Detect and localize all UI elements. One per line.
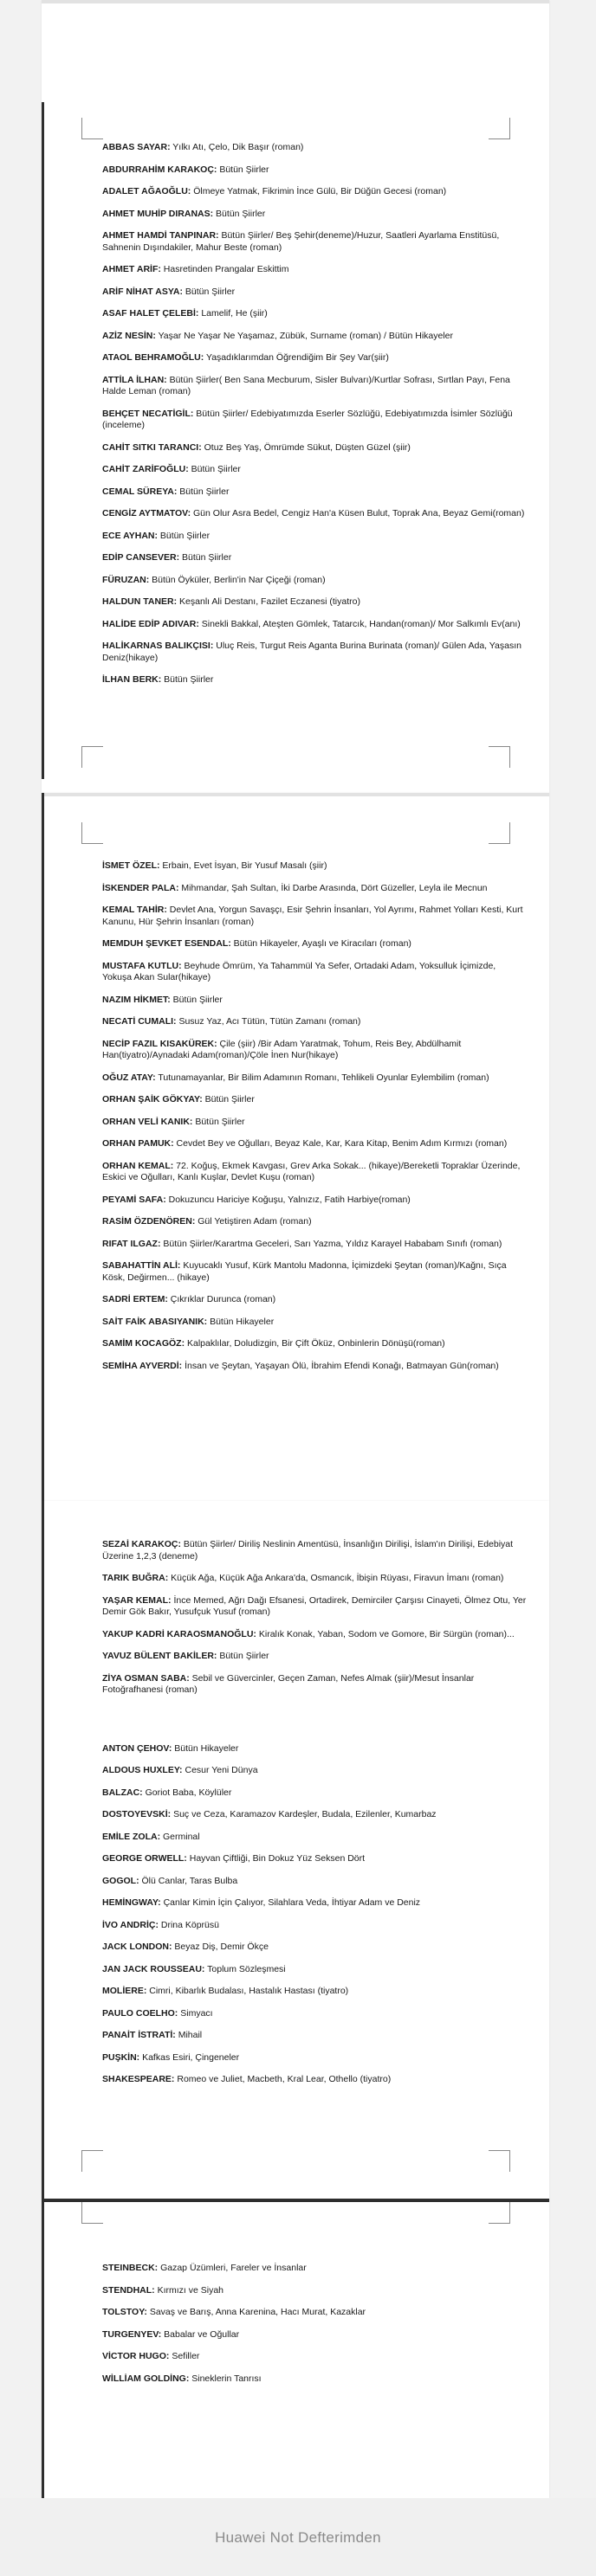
author-works: Keşanlı Ali Destanı, Fazilet Eczanesi (tiyatro): [177, 596, 360, 607]
document-page-3: [42, 1501, 549, 2202]
author-works: Tutunamayanlar, Bir Bilim Adamının Romanı, Tehlikeli Oyunlar Eylembilim (roman): [155, 1072, 489, 1083]
author-name: CAHİT ZARİFOĞLU:: [102, 464, 189, 474]
author-entry: [102, 1651, 527, 1663]
author-works: Bütün Hikayeler: [207, 1316, 275, 1327]
author-works: Romeo ve Juliet, Macbeth, Kral Lear, Othello (tiyatro): [174, 2074, 392, 2084]
author-name: TURGENYEV:: [102, 2328, 162, 2340]
entry-list: [102, 860, 527, 1382]
author-entry: [102, 1039, 527, 1062]
author-entry: [102, 1920, 527, 1932]
author-name: İLHAN BERK:: [102, 674, 162, 685]
crop-mark-top-left: [81, 822, 103, 844]
author-works: Bütün Şiirler: [192, 1116, 245, 1127]
author-works: Bütün Hikayeler: [172, 1742, 239, 1754]
author-works: Çıkrıklar Durunca (roman): [167, 1294, 276, 1304]
author-name: SHAKESPEARE:: [102, 2074, 175, 2084]
author-works: Kırmızı ve Siyah: [154, 2284, 224, 2296]
author-entry: [102, 1016, 527, 1028]
author-works: Kalpaklılar, Doludizgin, Bir Çift Öküz, Onbinlerin Dönüşü(roman): [185, 1338, 445, 1349]
author-works: Bütün Şiirler: [202, 1094, 255, 1104]
author-entry: [102, 531, 527, 543]
author-name: CAHİT SITKI TARANCI:: [102, 441, 202, 453]
footer-label: Huawei Not Defterimden: [215, 2529, 381, 2546]
crop-mark-bottom-left: [81, 746, 103, 768]
author-works: Yılkı Atı, Çelo, Dik Başır (roman): [170, 142, 304, 152]
document-page-1: [42, 0, 549, 793]
author-works: Bütün Şiirler/Karartma Geceleri, Sarı Yazma, Yıldız Karayel Hababam Sınıfı (roman): [160, 1238, 502, 1249]
crop-mark-top-right: [489, 2202, 510, 2224]
author-entry: [102, 1765, 527, 1777]
author-name: NAZIM HİKMET:: [102, 994, 171, 1005]
entry-list: [102, 2263, 527, 2395]
author-works: Susuz Yaz, Acı Tütün, Tütün Zamanı (roman): [176, 1016, 361, 1027]
author-name: ORHAN VELİ KANIK:: [102, 1116, 193, 1127]
author-name: MEMDUH ŞEVKET ESENDAL:: [102, 938, 231, 949]
author-name: GEORGE ORWELL:: [102, 1853, 187, 1864]
crop-mark-bottom-right: [489, 2150, 510, 2172]
author-works: Bütün Şiirler/ Edebiyatımızda Eserler Sözlüğü, Edebiyatımızda İsimler Sözlüğü (inceleme): [102, 408, 513, 430]
author-name: SAİT FAİK ABASIYANIK:: [102, 1316, 208, 1327]
author-name: RASİM ÖZDENÖREN:: [102, 1216, 196, 1227]
author-name: AZİZ NESİN:: [102, 330, 156, 341]
author-works: Simyacı: [178, 2007, 213, 2019]
author-name: KEMAL TAHİR:: [102, 905, 167, 915]
author-works: Bütün Şiirler: [177, 486, 230, 497]
author-entry: [102, 2052, 527, 2064]
author-name: HALDUN TANER:: [102, 596, 178, 607]
author-entry: [102, 961, 527, 984]
author-entry: [102, 1260, 527, 1284]
author-works: Bütün Şiirler: [188, 464, 241, 474]
author-entry: [102, 2285, 527, 2297]
author-entry: [102, 1629, 527, 1641]
author-name: SADRİ ERTEM:: [102, 1294, 168, 1304]
author-name: STEINBECK:: [102, 2263, 159, 2273]
author-entry: [102, 1743, 527, 1755]
author-entry: [102, 1573, 527, 1585]
author-works: Çile (şiir) /Bir Adam Yaratmak, Tohum, Reis Bey, Abdülhamit Han(tiyatro)/Aynadaki Adam(roman)/Çöle İnen Nur(hikaye): [102, 1038, 462, 1060]
author-works: Uluç Reis, Turgut Reis Aganta Burina Burinata (roman)/ Gülen Ada, Yaşasın Deniz(hikaye): [102, 641, 522, 663]
author-entry: [102, 1787, 527, 1800]
author-works: Bütün Şiirler: [217, 1651, 269, 1661]
author-name: ASAF HALET ÇELEBİ:: [102, 308, 199, 319]
author-entry: [102, 264, 527, 276]
author-works: Gün Olur Asra Bedel, Cengiz Han'a Küsen Bulut, Toprak Ana, Beyaz Gemi(roman): [191, 508, 525, 518]
author-works: Yaşar Ne Yaşar Ne Yaşamaz, Zübük, Surname (roman) / Bütün Hikayeler: [155, 330, 453, 341]
author-works: Çanlar Kimin İçin Çalıyor, Silahlara Veda, İhtiyar Adam ve Deniz: [160, 1897, 421, 1908]
author-entry: [102, 2030, 527, 2042]
author-entry: [102, 186, 527, 198]
author-name: DOSTOYEVSKİ:: [102, 1809, 172, 1819]
author-works: Toplum Sözleşmesi: [204, 1963, 286, 1974]
author-entry: [102, 619, 527, 631]
author-works: 72. Koğuş, Ekmek Kavgası, Grev Arka Sokak... (hikaye)/Bereketli Topraklar Üzerinde, Eskici ve Oğulları, Kanlı Kuşlar, Devlet Kuşu (roman): [102, 1160, 521, 1182]
author-works: Ölmeye Yatmak, Fikrimin İnce Gülü, Bir Düğün Gecesi (roman): [191, 186, 447, 196]
author-name: ORHAN PAMUK:: [102, 1138, 174, 1149]
author-works: Mihail: [175, 2030, 203, 2040]
author-name: YAKUP KADRİ KARAOSMANOĞLU:: [102, 1628, 256, 1639]
author-entry: [102, 1942, 527, 1954]
author-entry: [102, 375, 527, 398]
author-entry: [102, 1195, 527, 1207]
author-entry: [102, 905, 527, 928]
author-name: EDİP CANSEVER:: [102, 552, 180, 563]
author-entry: [102, 1361, 527, 1373]
author-name: ECE AYHAN:: [102, 530, 158, 541]
author-works: Dokuzuncu Hariciye Koğuşu, Yalnızız, Fatih Harbiye(roman): [165, 1194, 411, 1205]
author-works: Bütün Şiirler: [217, 164, 269, 175]
author-works: Mihmandar, Şah Sultan, İki Darbe Arasında, Dört Güzeller, Leyla ile Mecnun: [178, 882, 488, 893]
author-name: YAVUZ BÜLENT BAKİLER:: [102, 1651, 217, 1661]
author-name: CEMAL SÜREYA:: [102, 486, 178, 497]
author-name: EMİLE ZOLA:: [102, 1831, 161, 1842]
author-works: Bütün Şiirler: [161, 674, 214, 685]
author-works: Lamelif, He (şiir): [198, 308, 268, 319]
author-name: BEHÇET NECATİGİL:: [102, 408, 194, 419]
author-name: BALZAC:: [102, 1787, 143, 1798]
author-name: FÜRUZAN:: [102, 574, 150, 585]
author-name: PUŞKİN:: [102, 2051, 140, 2063]
document-page-4: [42, 2202, 549, 2498]
author-entry: [102, 596, 527, 609]
author-name: CENGİZ AYTMATOV:: [102, 508, 191, 518]
author-entry: [102, 1294, 527, 1306]
author-name: AHMET ARİF:: [102, 264, 161, 274]
author-entry: [102, 1809, 527, 1821]
author-works: İnsan ve Şeytan, Yaşayan Ölü, İbrahim Efendi Konağı, Batmayan Gün(roman): [182, 1360, 499, 1371]
author-name: MOLİERE:: [102, 1986, 147, 1996]
author-name: SEMİHA AYVERDİ:: [102, 1360, 183, 1371]
crop-mark-bottom-right: [489, 746, 510, 768]
author-name: ORHAN KEMAL:: [102, 1160, 174, 1171]
author-entry: [102, 1338, 527, 1350]
author-works: Bütün Şiirler: [213, 208, 266, 219]
author-entry: [102, 1138, 527, 1150]
author-works: Gazap Üzümleri, Fareler ve İnsanlar: [158, 2263, 307, 2273]
author-entry: [102, 938, 527, 950]
author-works: Suç ve Ceza, Karamazov Kardeşler, Budala, Ezilenler, Kumarbaz: [171, 1809, 437, 1819]
author-works: Yaşadıklarımdan Öğrendiğim Bir Şey Var(şiir): [204, 352, 389, 363]
author-name: RIFAT ILGAZ:: [102, 1238, 161, 1249]
author-works: Kafkas Esiri, Çingeneler: [139, 2051, 240, 2063]
author-works: Kiralık Konak, Yaban, Sodom ve Gomore, Bir Sürgün (roman)...: [256, 1628, 515, 1639]
author-works: Bütün Şiirler: [179, 552, 232, 563]
author-name: ATAOL BEHRAMOĞLU:: [102, 352, 204, 363]
author-name: SAMİM KOCAGÖZ:: [102, 1338, 185, 1349]
author-name: ZİYA OSMAN SABA:: [102, 1672, 190, 1684]
author-entry: [102, 674, 527, 686]
author-entry: [102, 2373, 527, 2386]
author-name: İSKENDER PALA:: [102, 882, 179, 893]
author-name: ABDURRAHİM KARAKOÇ:: [102, 164, 217, 175]
author-name: TOLSTOY:: [102, 2307, 147, 2317]
entry-list: [102, 1539, 527, 2096]
author-entry: [102, 1161, 527, 1184]
author-entry: [102, 575, 527, 587]
author-name: PANAİT İSTRATİ:: [102, 2030, 176, 2040]
author-name: STENDHAL:: [102, 2284, 155, 2296]
author-name: YAŞAR KEMAL:: [102, 1594, 172, 1606]
crop-mark-top-left: [81, 118, 103, 139]
author-entry: [102, 2263, 527, 2275]
author-entry: [102, 1239, 527, 1251]
author-entry: [102, 1094, 527, 1106]
author-entry: [102, 552, 527, 564]
author-entry: [102, 641, 527, 664]
author-entry: [102, 1117, 527, 1129]
author-name: JACK LONDON:: [102, 1942, 172, 1952]
author-works: Beyaz Diş, Demir Ökçe: [172, 1942, 269, 1952]
author-entry: [102, 883, 527, 895]
crop-mark-bottom-left: [81, 2150, 103, 2172]
author-works: Cesur Yeni Dünya: [182, 1765, 258, 1775]
author-entry: [102, 1595, 527, 1619]
author-name: ABBAS SAYAR:: [102, 142, 171, 152]
page-margin-line: [42, 1501, 44, 2199]
author-entry: [102, 508, 527, 520]
author-name: OĞUZ ATAY:: [102, 1072, 156, 1083]
author-works: Germinal: [160, 1831, 200, 1842]
author-works: Küçük Ağa, Küçük Ağa Ankara'da, Osmancık, İbişin Rüyası, Firavun İmanı (roman): [168, 1573, 504, 1583]
author-works: Bütün Hikayeler, Ayaşlı ve Kiracıları (roman): [230, 938, 411, 949]
page-margin-line: [42, 102, 44, 779]
entry-list: [102, 142, 527, 697]
page-top-rule: [42, 0, 549, 3]
author-entry: [102, 142, 527, 154]
author-name: ORHAN ŞAİK GÖKYAY:: [102, 1094, 203, 1104]
author-name: HALİDE EDİP ADIVAR:: [102, 618, 199, 629]
crop-mark-top-left: [81, 2202, 103, 2224]
author-works: Cimri, Kibarlık Budalası, Hastalık Hastası (tiyatro): [146, 1986, 349, 1996]
author-works: Hayvan Çiftliği, Bin Dokuz Yüz Seksen Dört: [186, 1853, 366, 1864]
author-entry: [102, 209, 527, 221]
author-works: Otuz Beş Yaş, Ömrümde Sükut, Düşten Güzel (şiir): [201, 441, 411, 453]
author-entry: [102, 352, 527, 364]
author-works: Bütün Şiirler: [157, 530, 211, 541]
author-works: Bütün Öyküler, Berlin'in Nar Çiçeği (roman): [149, 574, 326, 585]
author-entry: [102, 331, 527, 343]
author-name: TARIK BUĞRA:: [102, 1573, 169, 1583]
author-name: İVO ANDRİÇ:: [102, 1919, 159, 1930]
author-name: PEYAMİ SAFA:: [102, 1194, 166, 1205]
author-entry: [102, 1673, 527, 1697]
author-name: SABAHATTİN ALİ:: [102, 1260, 181, 1271]
author-entry: [102, 1986, 527, 1998]
author-name: ANTON ÇEHOV:: [102, 1742, 172, 1754]
author-works: Bütün Şiirler/ Beş Şehir(deneme)/Huzur, Saatleri Ayarlama Enstitüsü, Sahnenin Dışındakiler, Mahur Beste (roman): [102, 230, 500, 253]
author-entry: [102, 995, 527, 1007]
author-entry: [102, 2351, 527, 2363]
author-name: WİLLİAM GOLDİNG:: [102, 2373, 190, 2384]
document-page-2: [42, 793, 549, 1501]
author-entry: [102, 1876, 527, 1888]
author-name: HEMİNGWAY:: [102, 1897, 161, 1908]
author-entry: [102, 2329, 527, 2341]
author-name: İSMET ÖZEL:: [102, 860, 160, 871]
author-name: ALDOUS HUXLEY:: [102, 1765, 183, 1775]
author-entry: [102, 308, 527, 320]
author-works: Savaş ve Barış, Anna Karenina, Hacı Murat, Kazaklar: [146, 2307, 366, 2317]
author-works: Bütün Şiirler: [182, 286, 236, 297]
author-works: Goriot Baba, Köylüler: [142, 1787, 232, 1798]
author-works: Beyhude Ömrüm, Ya Tahammül Ya Sefer, Ortadaki Adam, Yoksulluk İçimizde, Yokuşa Akan Sular(hikaye): [102, 960, 496, 982]
author-entry: [102, 860, 527, 873]
author-entry: [102, 1853, 527, 1865]
author-name: GOGOL:: [102, 1875, 139, 1886]
author-entry: [102, 230, 527, 254]
author-entry: [102, 1539, 527, 1562]
crop-mark-top-right: [489, 822, 510, 844]
page-margin-line: [42, 2202, 44, 2498]
author-works: Bütün Şiirler( Ben Sana Mecburum, Sisler Bulvarı)/Kurtlar Sofrası, Sırtlan Payı, Fena Halde Leman (roman): [102, 374, 510, 396]
author-entry: [102, 464, 527, 476]
author-entry: [102, 287, 527, 299]
author-entry: [102, 409, 527, 432]
author-works: Cevdet Bey ve Oğulları, Beyaz Kale, Kar, Kara Kitap, Benim Adım Kırmızı (roman): [173, 1138, 508, 1149]
author-works: Bütün Şiirler: [170, 994, 223, 1005]
author-works: Hasretinden Prangalar Eskittim: [160, 264, 289, 274]
author-name: SEZAİ KARAKOÇ:: [102, 1539, 181, 1549]
page-margin-line: [42, 793, 44, 1501]
author-entry: [102, 1964, 527, 1976]
author-name: ADALET AĞAOĞLU:: [102, 186, 191, 196]
author-name: AHMET MUHİP DIRANAS:: [102, 208, 214, 219]
author-entry: [102, 1317, 527, 1329]
author-name: NECİP FAZIL KISAKÜREK:: [102, 1038, 217, 1049]
author-entry: [102, 1832, 527, 1844]
app-footer: [0, 2498, 596, 2576]
author-works: Babalar ve Oğullar: [161, 2328, 240, 2340]
author-name: NECATİ CUMALI:: [102, 1016, 177, 1027]
author-entry: [102, 2307, 527, 2319]
author-name: HALİKARNAS BALIKÇISI:: [102, 641, 214, 651]
author-entry: [102, 1072, 527, 1085]
author-works: Gül Yetiştiren Adam (roman): [195, 1216, 312, 1227]
author-works: Sinekli Bakkal, Ateşten Gömlek, Tatarcık, Handan(roman)/ Mor Salkımlı Ev(anı): [198, 618, 521, 629]
author-name: ARİF NİHAT ASYA:: [102, 286, 183, 297]
author-entry: [102, 164, 527, 177]
author-works: Sebil ve Güvercinler, Geçen Zaman, Nefes Almak (şiir)/Mesut İnsanlar Fotoğrafhanesi (roman): [102, 1672, 475, 1695]
author-works: Kuyucaklı Yusuf, Kürk Mantolu Madonna, İçimizdeki Şeytan (roman)/Kağnı, Sıça Kösk, Değirmen... (hikaye): [102, 1260, 507, 1283]
crop-mark-top-right: [489, 118, 510, 139]
author-works: İnce Memed, Ağrı Dağı Efsanesi, Ortadirek, Demirciler Çarşısı Cinayeti, Ölmez Otu, Yer Demir Gök Bakır, Yusufçuk Yusuf (roman): [102, 1594, 527, 1617]
page-top-rule: [42, 793, 549, 796]
author-works: Devlet Ana, Yorgun Savaşçı, Esir Şehrin İnsanları, Yol Ayrımı, Rahmet Yolları Kesti, Kurt Kanunu, Hür Şehrin İnsanları (roman): [102, 905, 523, 927]
author-name: JAN JACK ROUSSEAU:: [102, 1963, 205, 1974]
author-works: Bütün Şiirler/ Diriliş Neslinin Amentüsü, İnsanlığın Dirilişi, İslam'ın Dirilişi, Edebiyat Üzerine 1,2,3 (deneme): [102, 1539, 514, 1562]
author-works: Erbain, Evet İsyan, Bir Yusuf Masalı (şiir): [159, 860, 327, 871]
author-works: Ölü Canlar, Taras Bulba: [139, 1875, 238, 1886]
author-entry: [102, 486, 527, 499]
author-entry: [102, 2074, 527, 2086]
author-name: AHMET HAMDİ TANPINAR:: [102, 230, 219, 241]
section-gap: [102, 1707, 527, 1743]
author-entry: [102, 2008, 527, 2020]
author-entry: [102, 1216, 527, 1228]
author-entry: [102, 1897, 527, 1909]
author-name: ATTİLA İLHAN:: [102, 374, 167, 385]
author-name: VİCTOR HUGO:: [102, 2351, 170, 2361]
author-works: Sefiller: [169, 2351, 200, 2361]
author-name: MUSTAFA KUTLU:: [102, 960, 182, 971]
author-name: PAULO COELHO:: [102, 2007, 178, 2019]
author-works: Sineklerin Tanrısı: [189, 2373, 262, 2384]
author-works: Drina Köprüsü: [158, 1919, 219, 1930]
author-entry: [102, 442, 527, 454]
